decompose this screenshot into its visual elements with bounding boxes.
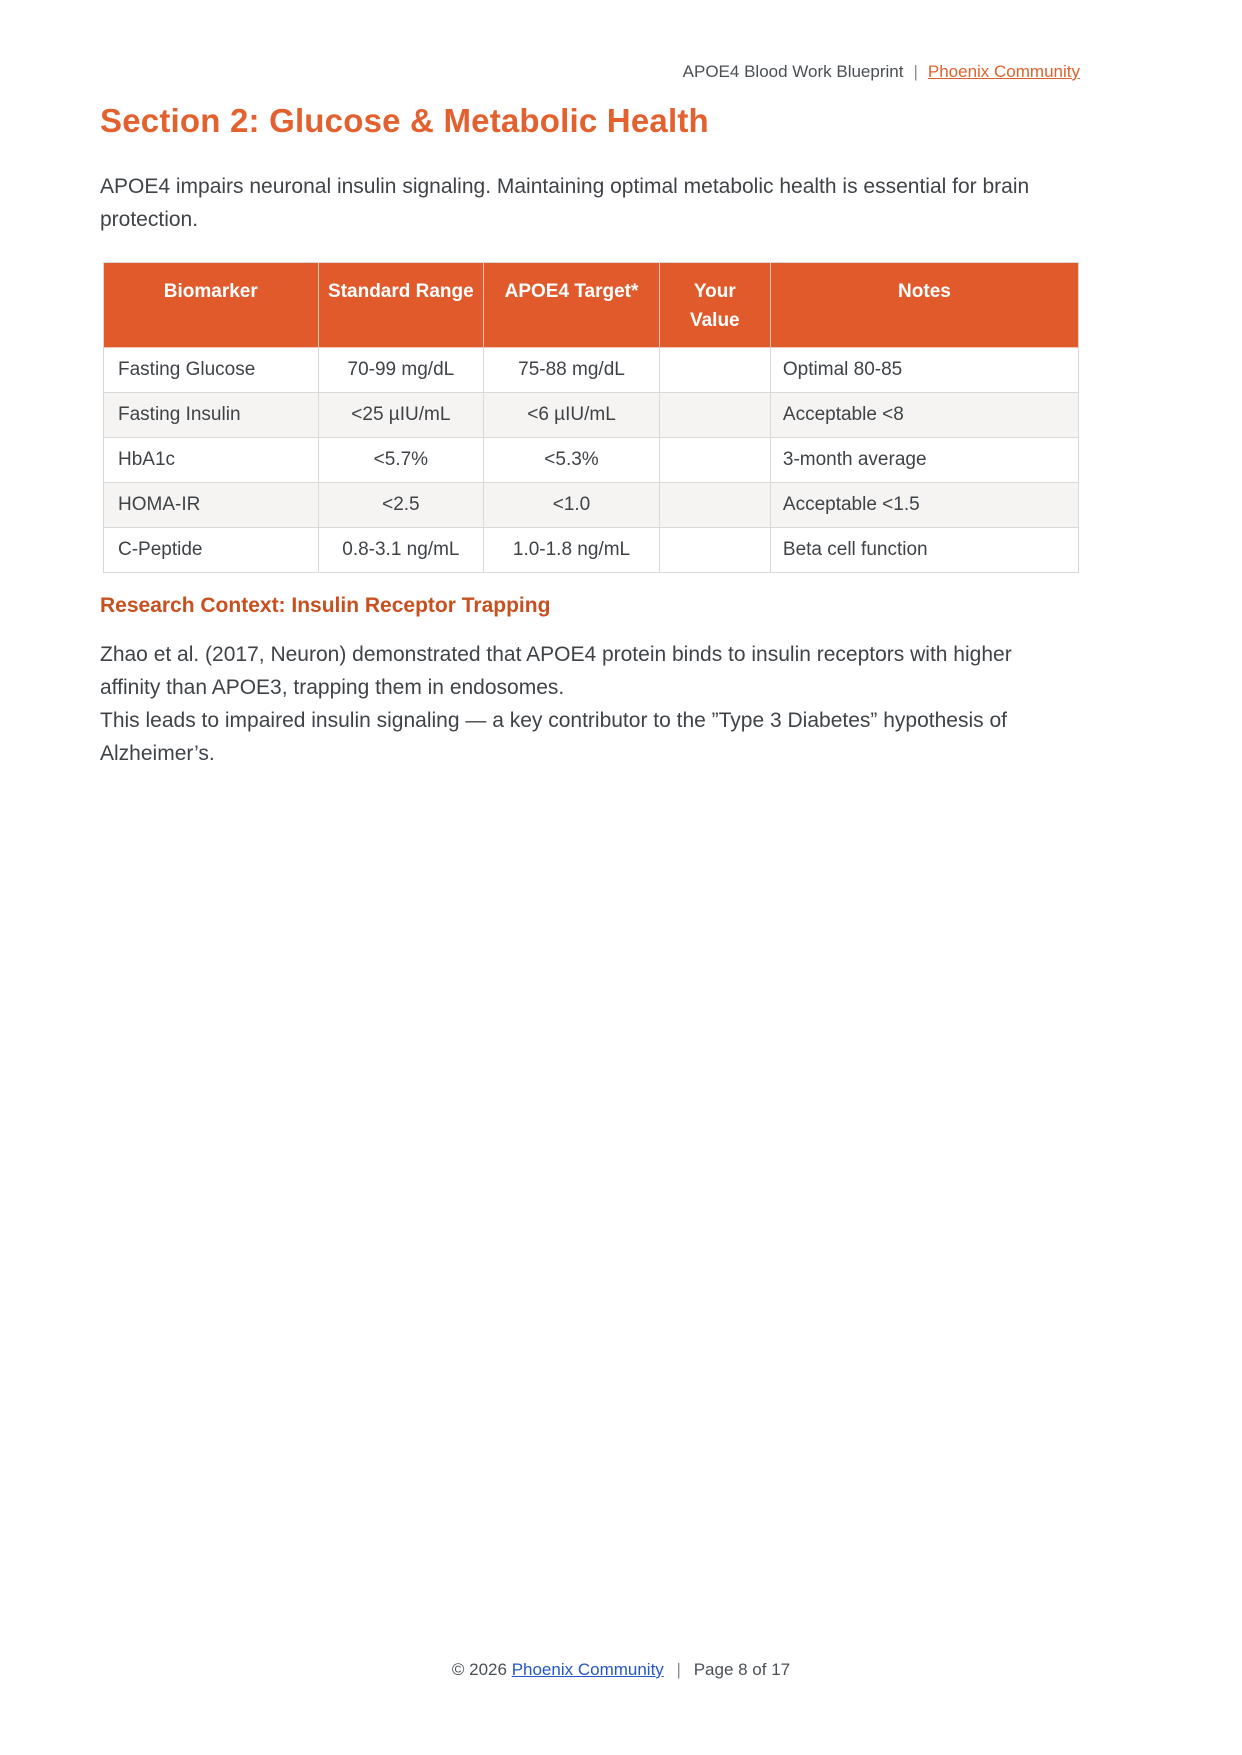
- cell-apoe4-target: <1.0: [484, 483, 660, 528]
- cell-biomarker: C-Peptide: [104, 528, 319, 573]
- cell-biomarker: HbA1c: [104, 438, 319, 483]
- cell-apoe4-target: <5.3%: [484, 438, 660, 483]
- cell-notes: 3-month average: [770, 438, 1078, 483]
- header-notes: Notes: [770, 263, 1078, 348]
- cell-notes: Beta cell function: [770, 528, 1078, 573]
- biomarker-table: [103, 262, 1079, 573]
- cell-your-value: [659, 528, 770, 573]
- section-title: Section 2: Glucose & Metabolic Health: [100, 102, 709, 139]
- cell-standard-range: 70-99 mg/dL: [318, 348, 484, 393]
- footer-separator: |: [676, 1660, 681, 1679]
- cell-biomarker: Fasting Insulin: [104, 393, 319, 438]
- research-paragraph-2: This leads to impaired insulin signaling — a key contributor to the ”Type 3 Diabetes” hypothesis of Alzheimer’s.: [100, 709, 1007, 765]
- header-separator: |: [913, 62, 918, 81]
- cell-your-value: [659, 393, 770, 438]
- page-footer: [0, 1660, 1242, 1680]
- cell-your-value: [659, 348, 770, 393]
- footer-community-link[interactable]: Phoenix Community: [511, 1660, 664, 1679]
- table-header-row: [104, 263, 1079, 348]
- page-number: Page 8 of 17: [693, 1660, 791, 1679]
- table-row: [104, 348, 1079, 393]
- table-row: [104, 528, 1079, 573]
- page-header: [100, 62, 1080, 82]
- document-title: APOE4 Blood Work Blueprint: [682, 62, 904, 81]
- research-context-body: [100, 638, 1060, 770]
- research-paragraph-1: Zhao et al. (2017, Neuron) demonstrated that APOE4 protein binds to insulin receptors with higher affinity than APOE3, trapping them in endosomes.: [100, 643, 1012, 699]
- cell-apoe4-target: <6 µIU/mL: [484, 393, 660, 438]
- cell-standard-range: 0.8-3.1 ng/mL: [318, 528, 484, 573]
- cell-apoe4-target: 75-88 mg/dL: [484, 348, 660, 393]
- cell-your-value: [659, 438, 770, 483]
- cell-biomarker: Fasting Glucose: [104, 348, 319, 393]
- cell-notes: Optimal 80-85: [770, 348, 1078, 393]
- cell-apoe4-target: 1.0-1.8 ng/mL: [484, 528, 660, 573]
- intro-paragraph: APOE4 impairs neuronal insulin signaling. Maintaining optimal metabolic health is essential for brain protection.: [100, 175, 1030, 231]
- header-your-value: Your Value: [659, 263, 770, 348]
- header-biomarker: Biomarker: [104, 263, 319, 348]
- cell-notes: Acceptable <8: [770, 393, 1078, 438]
- cell-standard-range: <25 µIU/mL: [318, 393, 484, 438]
- research-context-heading: Research Context: Insulin Receptor Trapping: [100, 594, 551, 617]
- cell-notes: Acceptable <1.5: [770, 483, 1078, 528]
- cell-biomarker: HOMA-IR: [104, 483, 319, 528]
- cell-your-value: [659, 483, 770, 528]
- table-row: [104, 393, 1079, 438]
- header-standard-range: Standard Range: [318, 263, 484, 348]
- cell-standard-range: <5.7%: [318, 438, 484, 483]
- header-community-link[interactable]: Phoenix Community: [927, 62, 1080, 81]
- header-apoe4-target: APOE4 Target*: [484, 263, 660, 348]
- cell-standard-range: <2.5: [318, 483, 484, 528]
- table-row: [104, 438, 1079, 483]
- table-row: [104, 483, 1079, 528]
- copyright-text: © 2026: [451, 1660, 507, 1679]
